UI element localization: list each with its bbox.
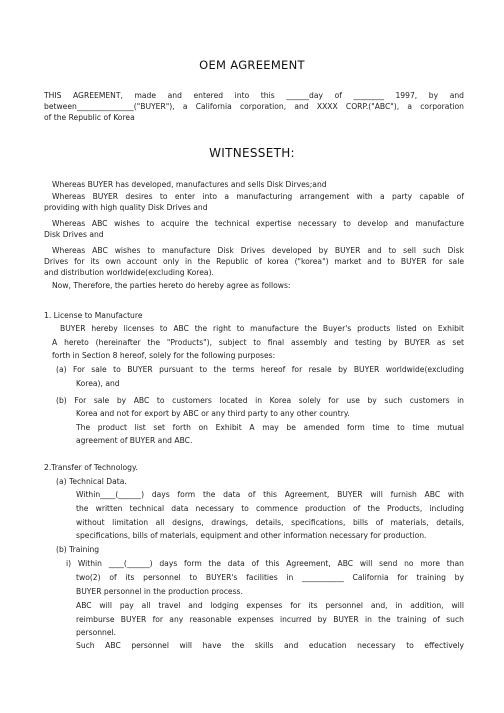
recital-line: Disk Drives and — [44, 230, 104, 239]
section-line: (a) For sale to BUYER pursuant to the terms hereof for resale by BUYER worldwide(excluding — [56, 365, 464, 374]
preamble-line: THIS AGREEMENT, made and entered into this ______day of ________ 1997, by and — [44, 91, 464, 100]
recital-line: Drives for its own account only in the Republic of korea ("korea") market and to BUYER for sale — [44, 257, 464, 266]
document-title: OEM AGREEMENT — [199, 58, 305, 72]
witnesseth-heading: WITNESSETH: — [209, 146, 295, 160]
section-line: ABC will pay all travel and lodging expenses for its personnel and, in addition, will — [76, 601, 464, 610]
recital-line: Now, Therefore, the parties hereto do hereby agree as follows: — [52, 281, 291, 290]
section-line: agreement of BUYER and ABC. — [76, 436, 193, 445]
section-line: personnel. — [76, 628, 117, 637]
section-line: forth in Section 8 hereof, solely for the following purposes: — [52, 351, 276, 360]
section-line: Korea), and — [76, 379, 120, 388]
section-line: without limitation all designs, drawings, details, specifications, bills of materials, details, — [76, 518, 464, 527]
subsection-heading: (a) Technical Data. — [56, 477, 127, 486]
section-line: BUYER hereby licenses to ABC the right to manufacture the Buyer's products listed on Exhibit — [60, 324, 464, 333]
section-line: (b) For sale by ABC to customers located in Korea solely for use by such customers in — [56, 396, 464, 405]
preamble-line: of the Republic of Korea — [44, 113, 135, 122]
section-line: i) Within ____(______) days form the data of this Agreement, ABC will send no more than — [66, 559, 464, 568]
section-line: the written technical data necessary to commence production of the Products, including — [76, 504, 464, 513]
section-line: Korea and not for export by ABC or any third party to any other country. — [76, 409, 350, 418]
subsection-heading: (b) Training — [56, 545, 100, 554]
section-line: The product list set forth on Exhibit A may be amended form time to time mutual — [76, 423, 464, 432]
section-heading: 1. License to Manufacture — [44, 311, 143, 320]
recital-line: Whereas ABC wishes to acquire the technical expertise necessary to develop and manufacture — [52, 219, 464, 228]
section-line: specifications, bills of materials, equipment and other information necessary for production. — [76, 531, 427, 540]
recital-line: Whereas BUYER desires to enter into a manufacturing arrangement with a party capable of — [52, 192, 464, 201]
section-line: Within____(______) days form the data of this Agreement, BUYER will furnish ABC with — [76, 490, 464, 499]
section-line: two(2) of its personnel to BUYER's facilities in ___________ California for training by — [76, 573, 464, 582]
recital-line: providing with high quality Disk Drives and — [44, 203, 208, 212]
recital-line: Whereas BUYER has developed, manufactures and sells Disk Dirves;and — [52, 180, 327, 189]
section-heading: 2.Transfer of Technology. — [44, 463, 138, 472]
section-line: reimburse BUYER for any reasonable expenses incurred by BUYER in the training of such — [76, 615, 464, 624]
preamble-line: between_______________("BUYER"), a California corporation, and XXXX CORP.("ABC"), a corporation — [44, 102, 464, 111]
recital-line: Whereas ABC wishes to manufacture Disk Drives developed by BUYER and to sell such Disk — [52, 246, 464, 255]
recital-line: and distribution worldwide(excluding Korea). — [44, 268, 214, 277]
section-line: A hereto (hereinafter the "Products"), subject to final assembly and testing by BUYER as set — [52, 338, 464, 347]
section-line: Such ABC personnel will have the skills and education necessary to effectively — [76, 641, 464, 650]
section-line: BUYER personnel in the production process. — [76, 587, 243, 596]
